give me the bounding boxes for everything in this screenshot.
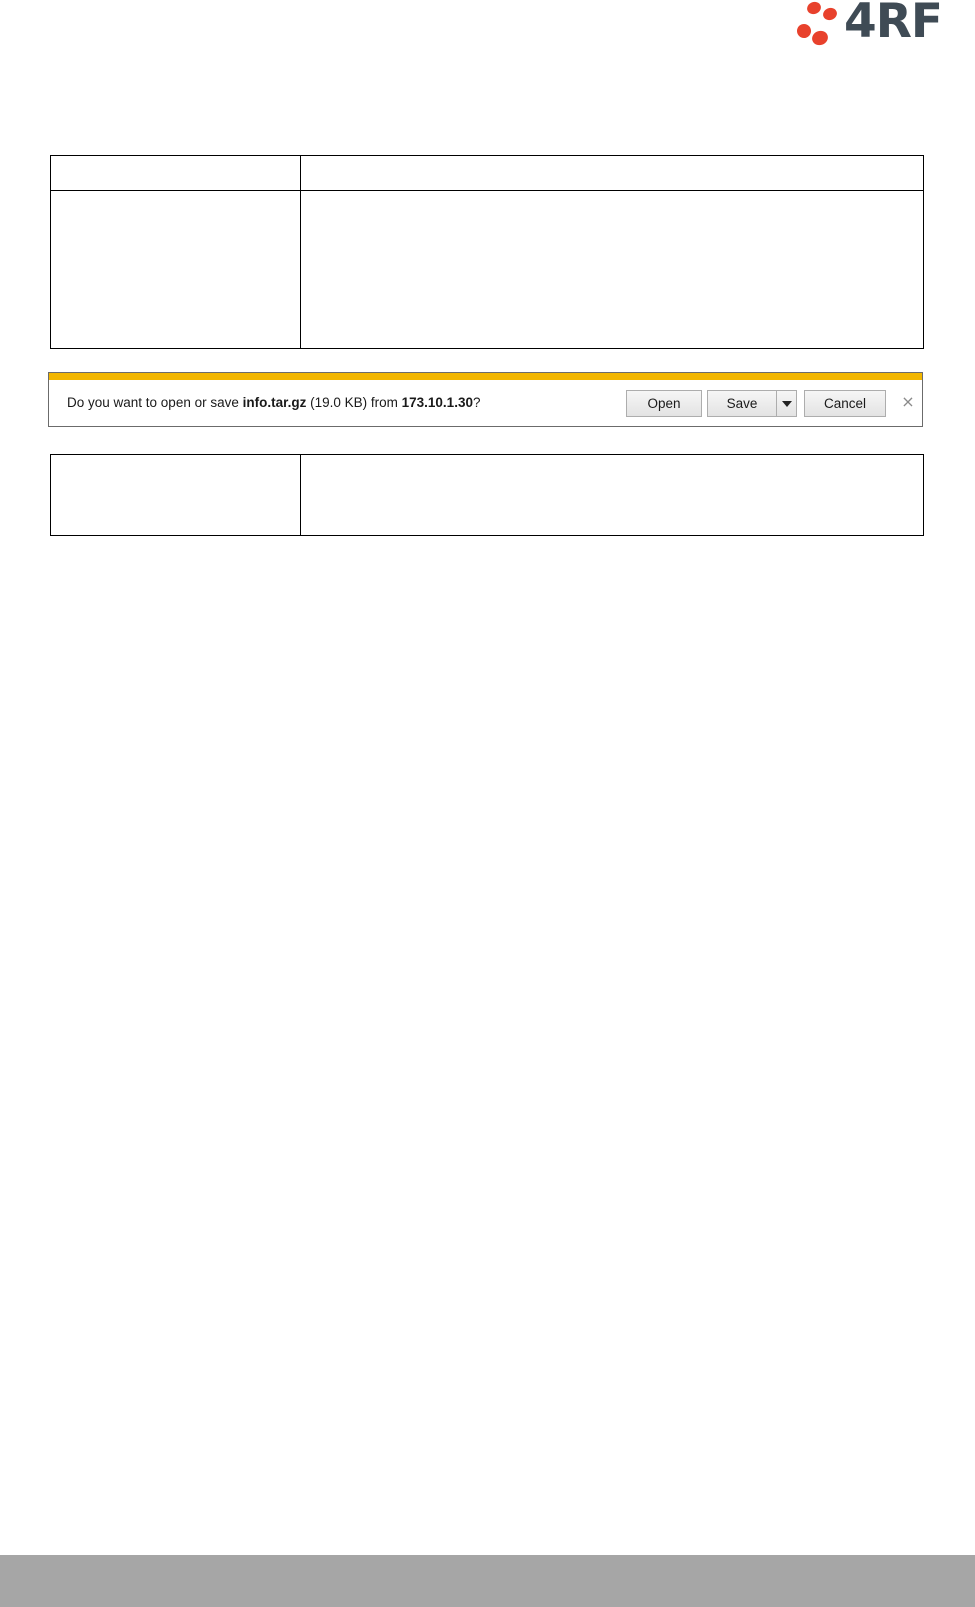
top-table (50, 155, 924, 349)
table-row (51, 455, 924, 536)
footer-band (0, 1555, 975, 1607)
company-logo (792, 0, 975, 48)
logo-dots-icon (792, 0, 847, 48)
table-cell (51, 156, 301, 191)
notification-accent-stripe (49, 373, 922, 380)
save-options-dropdown-button[interactable] (776, 390, 797, 417)
chevron-down-icon (782, 401, 792, 407)
download-prompt-text (67, 395, 480, 410)
prompt-prefix: Do you want to open or save (67, 395, 243, 410)
table-cell (301, 455, 924, 536)
table-cell (301, 191, 924, 349)
close-icon[interactable]: × (901, 392, 915, 411)
save-button[interactable]: Save (707, 390, 777, 417)
table-cell (301, 156, 924, 191)
download-size: (19.0 KB) from (306, 395, 402, 410)
bottom-table (50, 454, 924, 536)
table-row (51, 191, 924, 349)
download-host: 173.10.1.30 (401, 395, 473, 410)
table-row (51, 156, 924, 191)
cancel-button[interactable]: Cancel (804, 390, 886, 417)
open-button[interactable]: Open (626, 390, 702, 417)
table-cell (51, 191, 301, 349)
table-cell (51, 455, 301, 536)
prompt-suffix: ? (472, 395, 481, 410)
download-filename: info.tar.gz (242, 395, 307, 410)
download-notification-bar (48, 372, 923, 427)
logo-wordmark: 4RF (844, 0, 942, 49)
